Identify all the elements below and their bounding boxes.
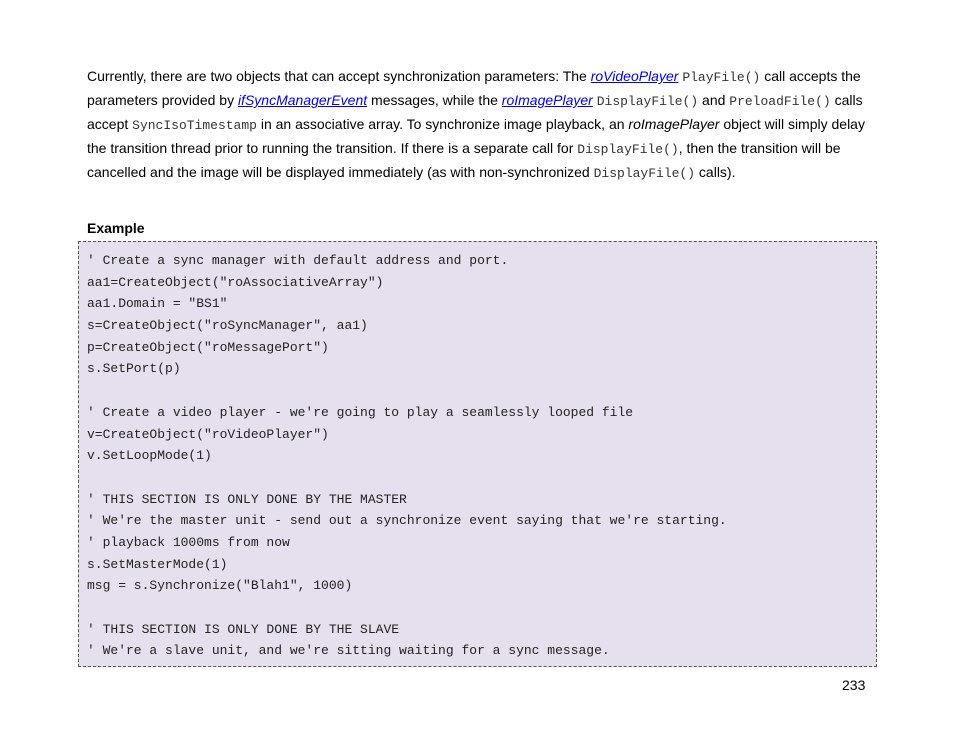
- page-number: 233: [842, 677, 866, 693]
- intro-text: in an associative array. To synchronize image playback, an: [256, 116, 629, 132]
- link-roimageplayer[interactable]: roImagePlayer: [501, 92, 593, 108]
- code-line: aa1.Domain = "BS1": [87, 296, 228, 312]
- code-preloadfile: PreloadFile(): [729, 94, 831, 109]
- code-line: ' THIS SECTION IS ONLY DONE BY THE MASTER: [87, 491, 407, 507]
- code-line: p=CreateObject("roMessagePort"): [87, 339, 329, 355]
- code-line: ' We're a slave unit, and we're sitting waiting for a sync message.: [87, 643, 610, 659]
- intro-text: and: [698, 92, 730, 108]
- link-ifsyncmanagerevent[interactable]: ifSyncManagerEvent: [237, 92, 368, 108]
- code-line: ' Create a video player - we're going to play a seamlessly looped file: [87, 404, 634, 420]
- code-example-box: [78, 241, 877, 667]
- code-line: ' playback 1000ms from now: [87, 534, 290, 550]
- intro-text: object will simply delay the transition thread prior to running the transition. If there is a separate call for: [87, 116, 865, 156]
- code-line: s.SetPort(p): [87, 361, 181, 377]
- code-displayfile: DisplayFile(): [596, 94, 699, 109]
- code-displayfile: DisplayFile(): [577, 142, 679, 157]
- code-displayfile: DisplayFile(): [593, 166, 696, 181]
- intro-text: calls).: [695, 164, 736, 180]
- code-line: ' Create a sync manager with default address and port.: [87, 253, 509, 268]
- code-line: ' We're the master unit - send out a synchronize event saying that we're starting.: [87, 513, 727, 529]
- intro-text: call accepts the parameters provided by: [87, 68, 861, 108]
- code-line: v.SetLoopMode(1): [87, 448, 212, 464]
- code-line: msg = s.Synchronize("Blah1", 1000): [87, 578, 353, 594]
- code-line: aa1=CreateObject("roAssociativeArray"): [87, 274, 384, 290]
- intro-text: Currently, there are two objects that can accept synchronization parameters: The: [87, 68, 591, 84]
- link-rovideoplayer[interactable]: roVideoPlayer: [590, 68, 679, 84]
- code-line: v=CreateObject("roVideoPlayer"): [87, 426, 329, 442]
- code-syncisotimestamp: SyncIsoTimestamp: [132, 118, 257, 133]
- code-line: ' THIS SECTION IS ONLY DONE BY THE SLAVE: [87, 621, 400, 637]
- code-line-blank: [87, 597, 876, 619]
- example-heading: Example: [87, 220, 145, 236]
- code-line: s=CreateObject("roSyncManager", aa1): [87, 318, 368, 334]
- intro-text: messages, while the: [367, 92, 502, 108]
- intro-text: calls accept: [87, 92, 863, 132]
- code-playfile: PlayFile(): [682, 70, 761, 85]
- emphasis-roimageplayer: roImagePlayer: [628, 116, 720, 132]
- code-line-blank: [87, 467, 876, 489]
- code-line-blank: [87, 380, 876, 402]
- code-line: s.SetMasterMode(1): [87, 556, 228, 572]
- code-block: [79, 242, 876, 662]
- intro-text: , then the transition will be cancelled and the image will be displayed immediately (as with non-synchronized: [87, 140, 841, 180]
- intro-paragraph: [87, 65, 877, 185]
